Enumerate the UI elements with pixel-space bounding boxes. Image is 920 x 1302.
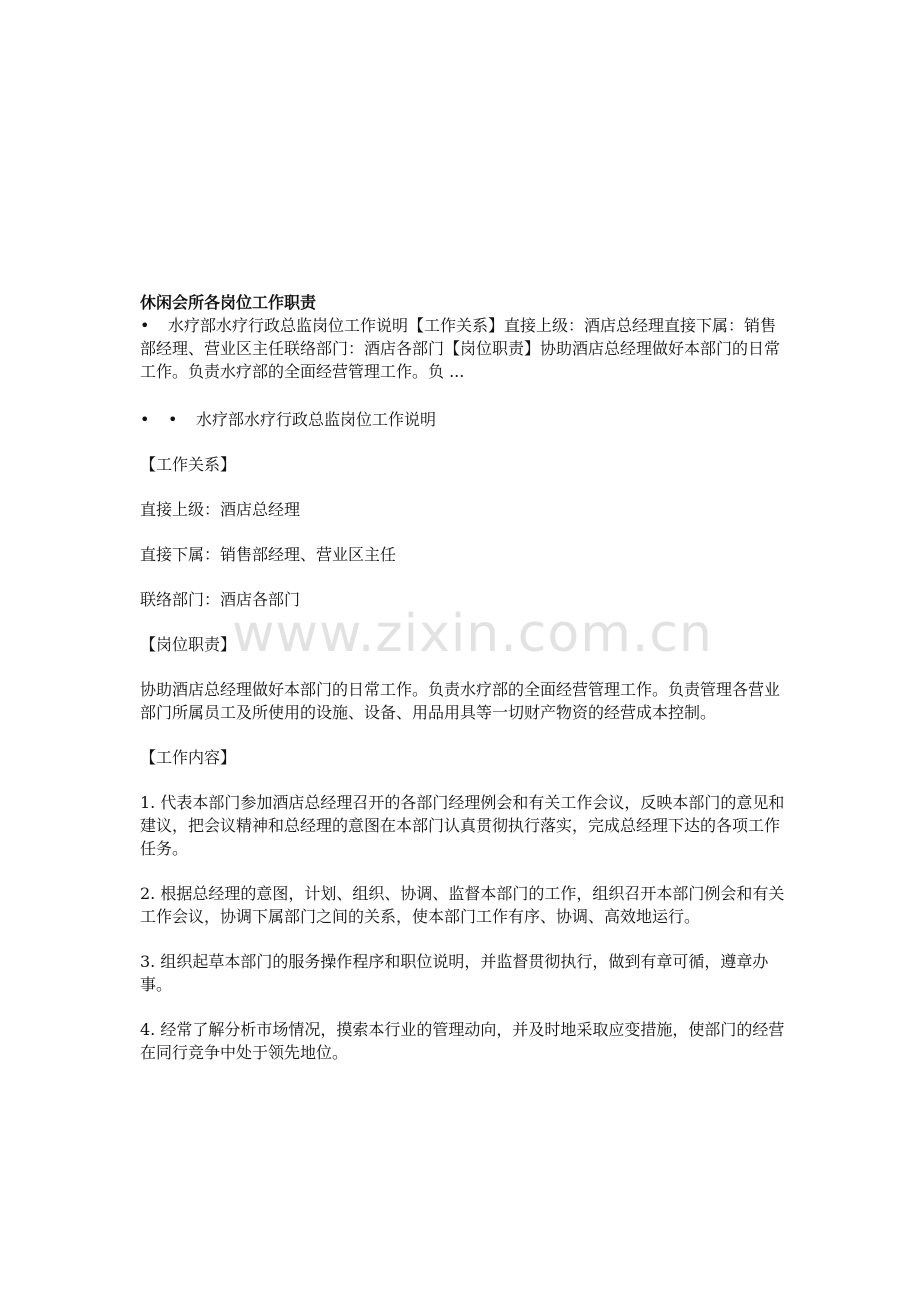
content-item: 1. 代表本部门参加酒店总经理召开的各部门经理例会和有关工作会议，反映本部门的意见和建议，把会议精神和总经理的意图在本部门认真贯彻执行落实，完成总经理下达的各项工作任务。 — [140, 793, 785, 858]
subheading-text: 水疗部水疗行政总监岗位工作说明 — [196, 410, 437, 429]
watermark-text: www.zixin.com.cn — [232, 604, 713, 664]
section-heading-content: 【工作内容】 — [140, 748, 237, 767]
content-item: 3. 组织起草本部门的服务操作程序和职位说明，并监督贯彻执行，做到有章可循，遵章办事。 — [140, 952, 769, 994]
section-heading-duties: 【岗位职责】 — [140, 635, 237, 654]
subheading-line — [140, 408, 790, 431]
content-item: 4. 经常了解分析市场情况，摸索本行业的管理动向，并及时地采取应变措施，使部门的经营在同行竞争中处于领先地位。 — [140, 1020, 785, 1062]
subordinates-line: 直接下属：销售部经理、营业区主任 — [140, 545, 397, 564]
bullet-icon: • — [140, 316, 150, 335]
superior-line: 直接上级：酒店总经理 — [140, 500, 301, 519]
document-body — [140, 292, 790, 1064]
liaison-line: 联络部门：酒店各部门 — [140, 590, 301, 609]
section-heading-relations: 【工作关系】 — [140, 455, 237, 474]
content-item: 2. 根据总经理的意图，计划、组织、协调、监督本部门的工作，组织召开本部门例会和有关工作会议，协调下属部门之间的关系，使本部门工作有序、协调、高效地运行。 — [140, 884, 785, 926]
bullet-icon: • — [168, 410, 178, 429]
document-title: 休闲会所各岗位工作职责 — [140, 293, 317, 312]
bullet-icon: • — [140, 410, 150, 429]
duties-paragraph: 协助酒店总经理做好本部门的日常工作。负责水疗部的全面经营管理工作。负责管理各营业部门所属员工及所使用的设施、设备、用品用具等一切财产物资的经营成本控制。 — [140, 680, 781, 722]
summary-paragraph — [140, 314, 790, 383]
summary-text: 水疗部水疗行政总监岗位工作说明【工作关系】直接上级：酒店总经理直接下属：销售部经理、营业区主任联络部门：酒店各部门【岗位职责】协助酒店总经理做好本部门的日常工作。负责水疗部的全面经营管理工作。负 ... — [140, 316, 781, 381]
